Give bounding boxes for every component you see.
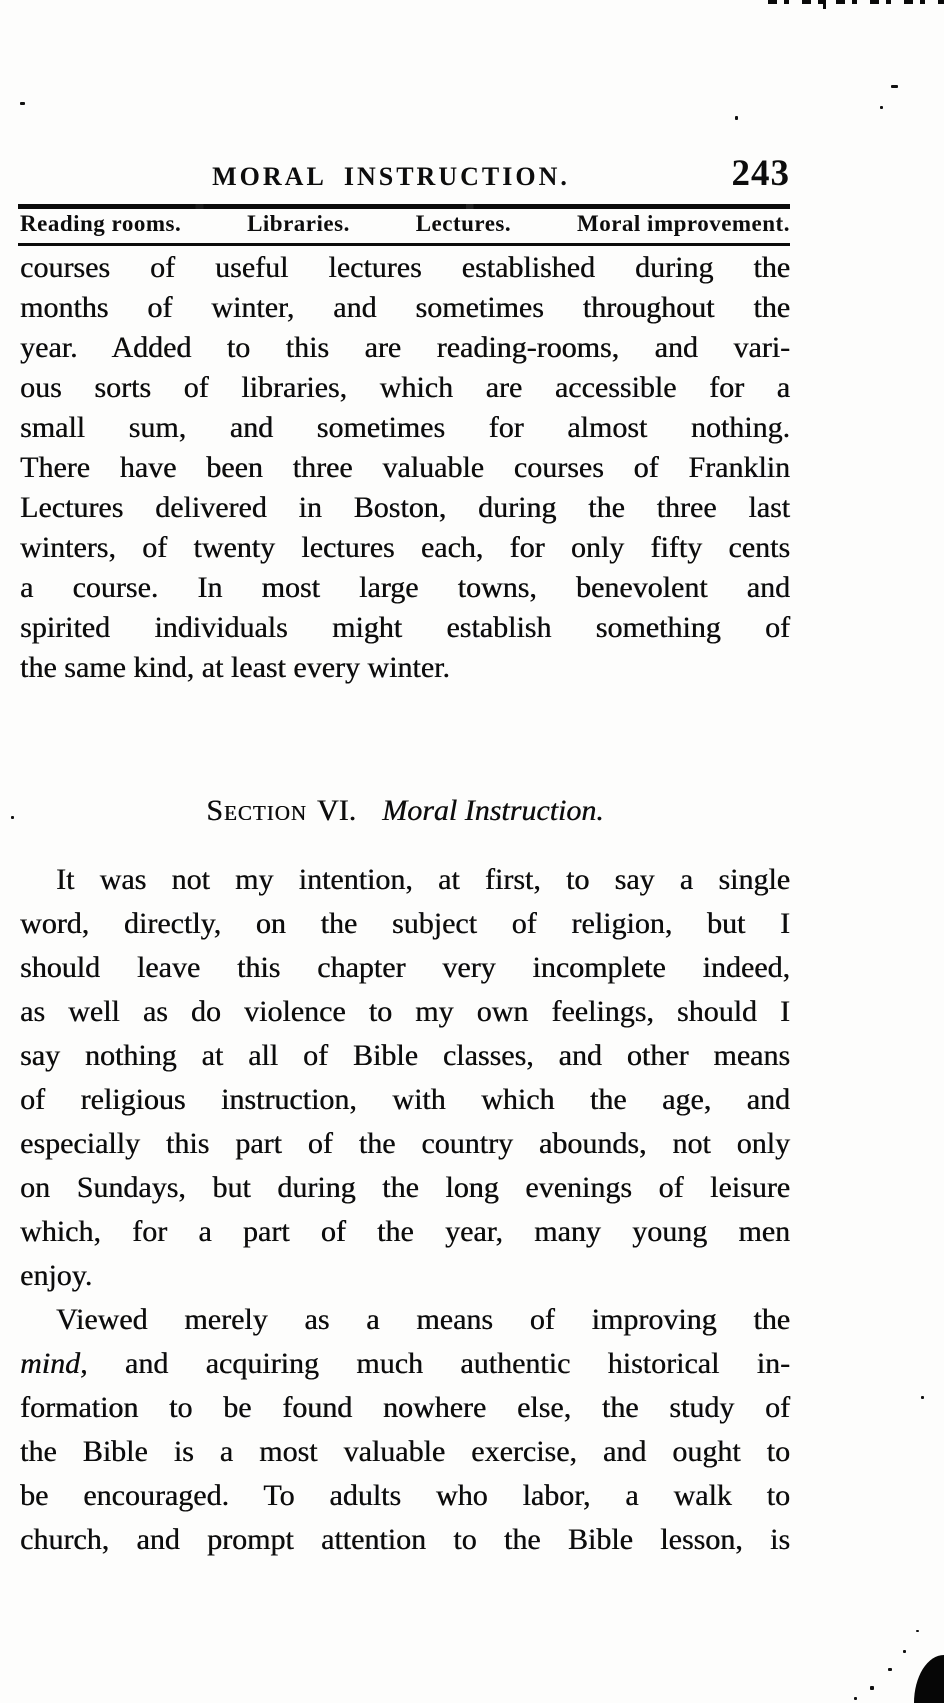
page-header (20, 154, 790, 198)
section-heading (20, 794, 790, 828)
text-line: should leave this chapter very incomplete indeed, (20, 951, 790, 984)
header-rule-top (18, 204, 790, 209)
text-line: word, directly, on the subject of religion, but I (20, 907, 790, 940)
guide-word: Moral improvement. (577, 211, 790, 236)
text-line: a course. In most large towns, benevolent and (20, 571, 790, 604)
text-line: It was not my intention, at first, to say a single (56, 863, 790, 896)
paragraph-1 (20, 248, 790, 688)
scan-speck (888, 1668, 892, 1671)
paragraph-3 (20, 1298, 790, 1562)
section-title: Moral Instruction. (382, 794, 604, 827)
text-line: courses of useful lectures established during the (20, 251, 790, 284)
guide-words-row (20, 211, 790, 237)
scan-speck (735, 116, 738, 120)
page-number: 243 (731, 153, 790, 194)
text-line: especially this part of the country abounds, not only (20, 1127, 790, 1160)
scan-corner-blob (914, 1655, 944, 1703)
text-line: ous sorts of libraries, which are accessible for a (20, 371, 790, 404)
section-numeral: VI. (316, 794, 357, 827)
scan-speck (921, 1396, 924, 1399)
text-line: be encouraged. To adults who labor, a walk to (20, 1479, 790, 1512)
scan-edge-dashes (768, 0, 944, 4)
text-line: which, for a part of the year, many young men (20, 1215, 790, 1248)
guide-word: Reading rooms. (20, 211, 182, 236)
scan-speck (903, 1650, 906, 1653)
text-segment: and acquiring much authentic historical in- (124, 1347, 790, 1380)
text-line: the Bible is a most valuable exercise, and ought to (20, 1435, 790, 1468)
text-line: on Sundays, but during the long evenings of leisure (20, 1171, 790, 1204)
text-line: enjoy. (20, 1259, 93, 1292)
text-line: the same kind, at least every winter. (20, 651, 450, 684)
scan-speck (916, 1630, 919, 1632)
text-line: of religious instruction, with which the age, and (20, 1083, 790, 1116)
text-line: winters, of twenty lectures each, for only fifty cents (20, 531, 790, 564)
scan-edge-tick (823, 0, 826, 9)
text-line: formation to be found nowhere else, the study of (20, 1391, 790, 1424)
scan-speck (880, 106, 883, 109)
text-line: year. Added to this are reading-rooms, and vari- (20, 331, 790, 364)
header-rule-bottom (18, 243, 790, 246)
section-label: Section (206, 794, 307, 827)
scan-speck (20, 102, 25, 105)
text-line: say nothing at all of Bible classes, and other means (20, 1039, 790, 1072)
text-line (20, 1342, 790, 1386)
text-line: Viewed merely as a means of improving the (56, 1303, 790, 1336)
paragraph-2 (20, 858, 790, 1298)
text-line: as well as do violence to my own feelings, should I (20, 995, 790, 1028)
text-line: spirited individuals might establish something of (20, 611, 790, 644)
guide-word: Lectures. (415, 211, 512, 236)
text-line: There have been three valuable courses of Franklin (20, 451, 790, 484)
text-line: small sum, and sometimes for almost nothing. (20, 411, 790, 444)
running-title: MORAL INSTRUCTION. (212, 162, 570, 191)
guide-word: Libraries. (247, 211, 350, 236)
text-line: Lectures delivered in Boston, during the three last (20, 491, 790, 524)
scan-speck (854, 1697, 857, 1700)
scan-speck (11, 816, 14, 819)
italic-word: mind, (20, 1347, 88, 1380)
text-line: months of winter, and sometimes throughout the (20, 291, 790, 324)
scan-speck (891, 85, 898, 88)
scan-speck (870, 1686, 874, 1690)
text-line: church, and prompt attention to the Bible lesson, is (20, 1523, 790, 1556)
